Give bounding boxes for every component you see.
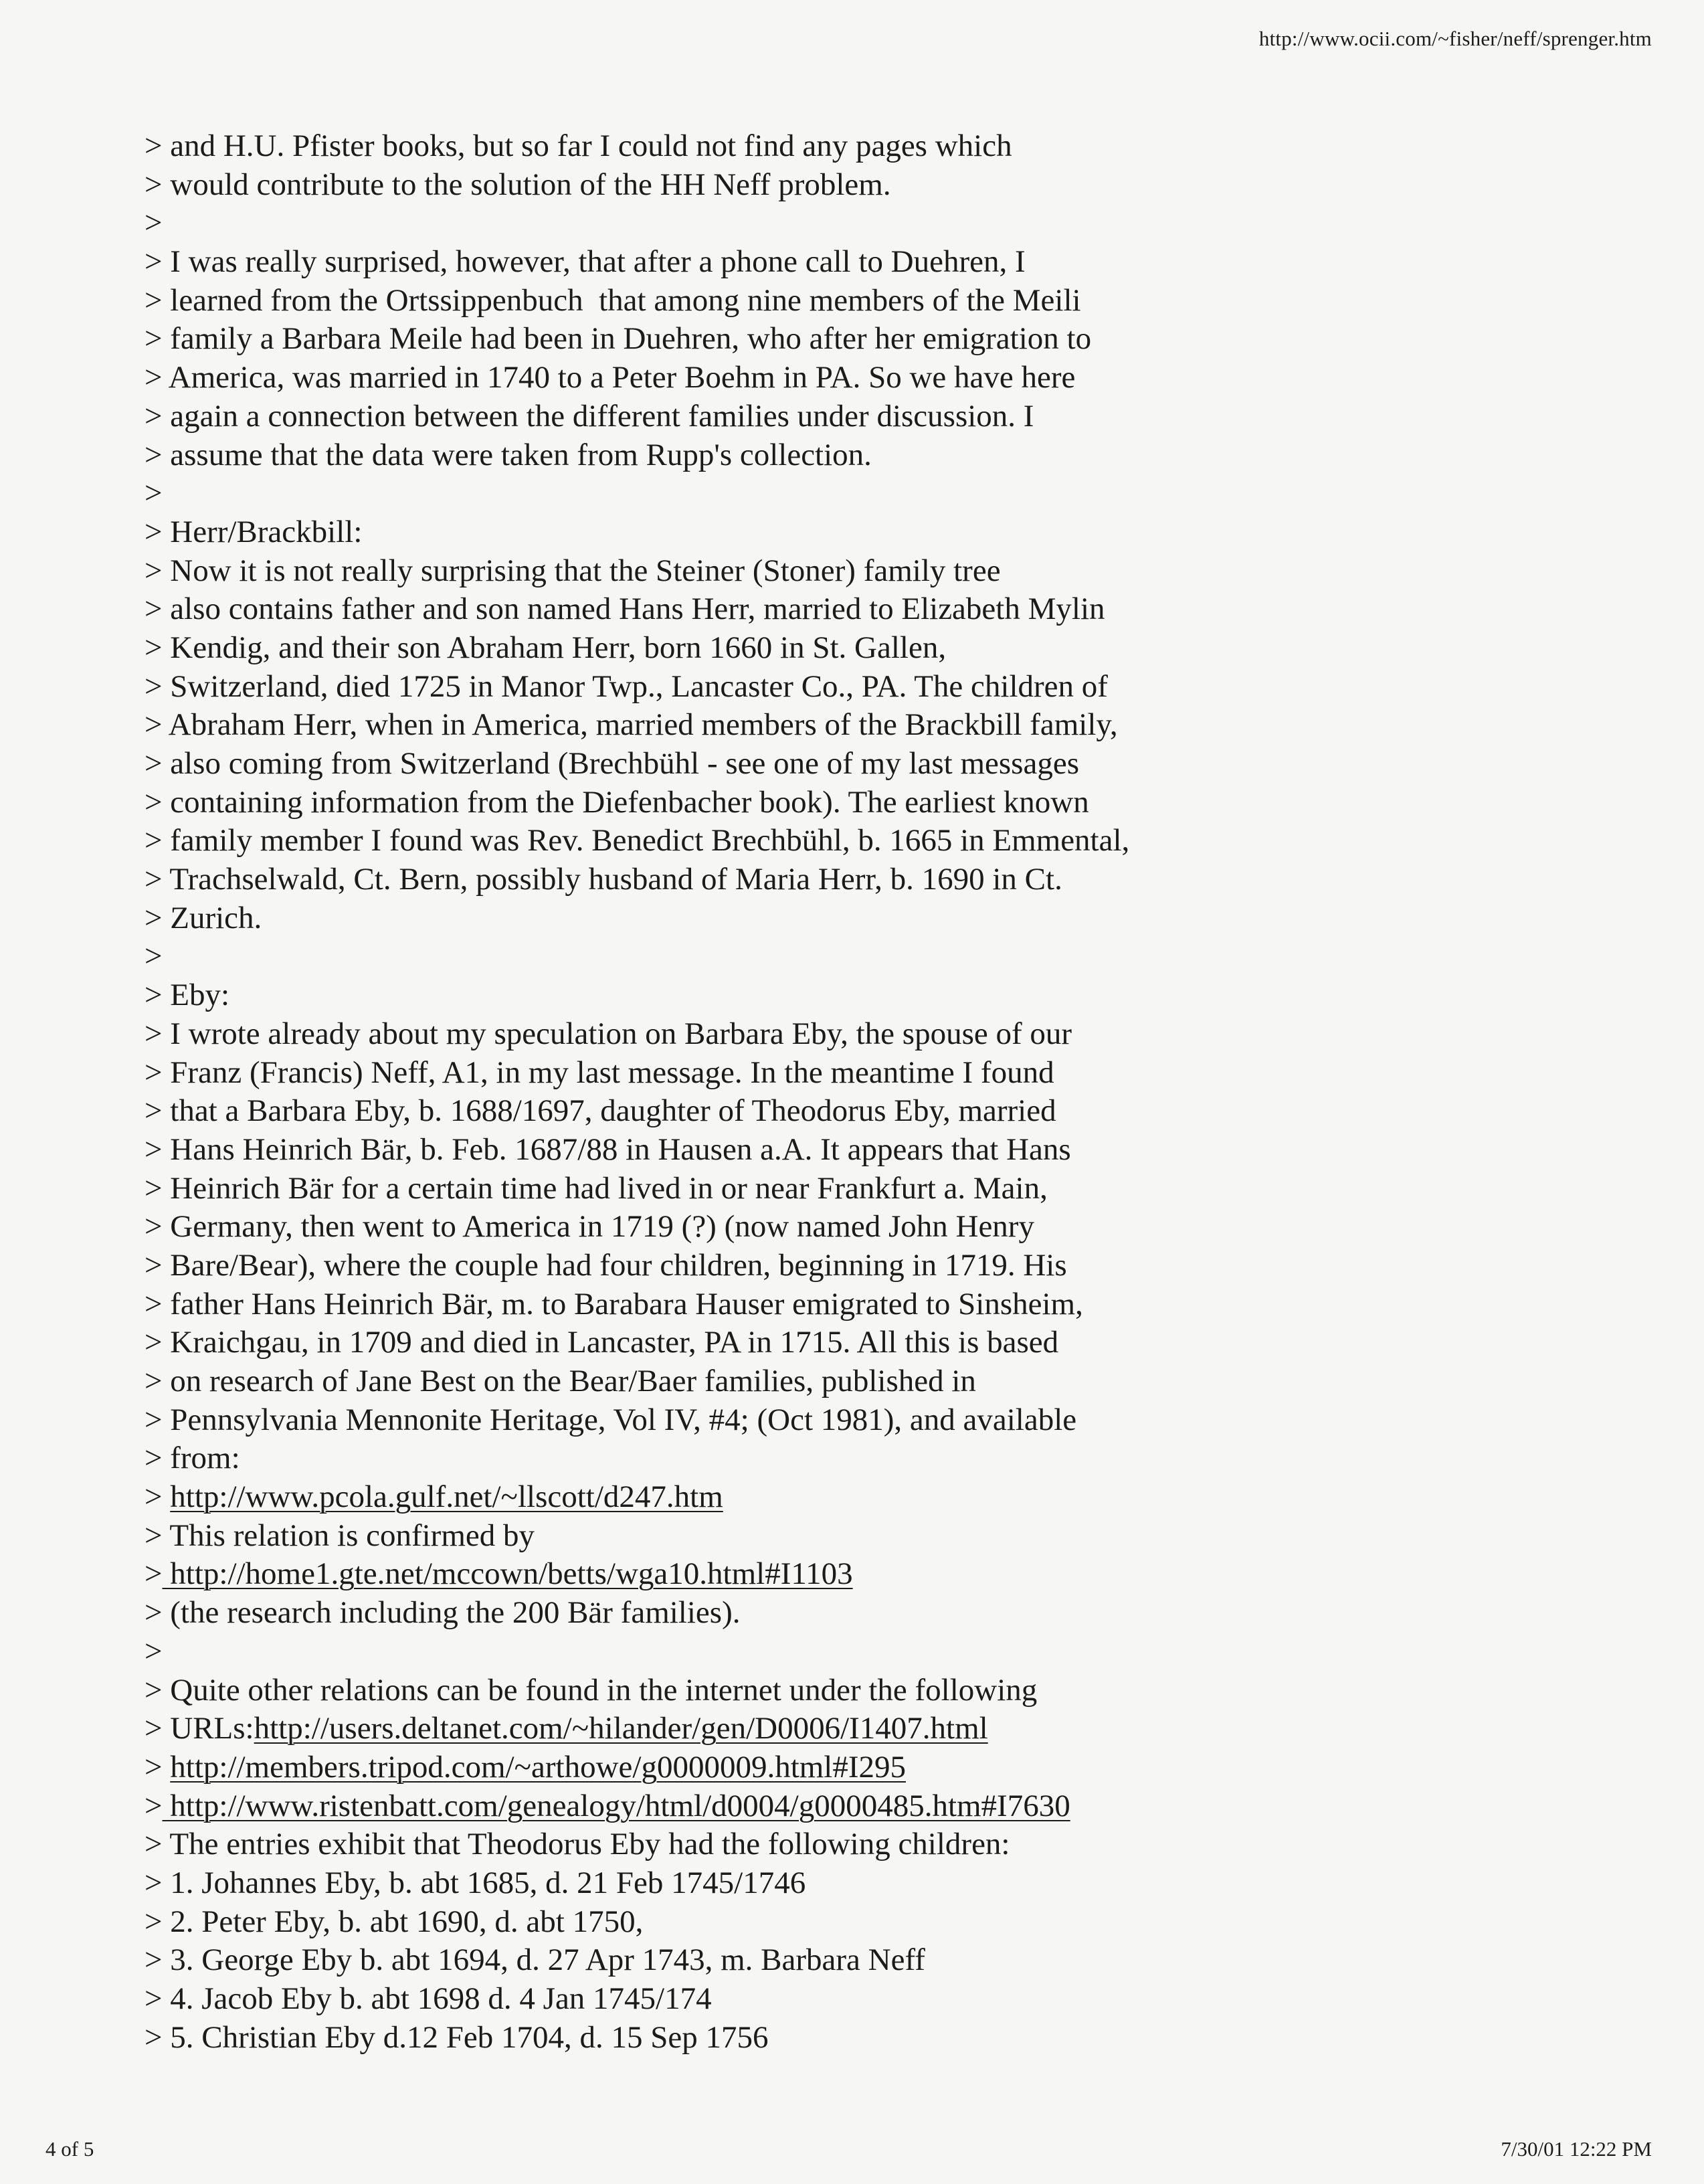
text-line: > assume that the data were taken from Rupp's collection. — [145, 437, 872, 472]
text-line: > also coming from Switzerland (Brechbühl - see one of my last messages — [145, 746, 1079, 781]
line-prefix: > — [145, 1479, 171, 1515]
text-line: > Bare/Bear), where the couple had four children, beginning in 1719. His — [145, 1247, 1067, 1283]
print-datetime: 7/30/01 12:22 PM — [1501, 2137, 1652, 2161]
text-line: > — [145, 939, 163, 974]
child-list-item: > 4. Jacob Eby b. abt 1698 d. 4 Jan 1745/174 — [145, 1981, 712, 2016]
page-number: 4 of 5 — [45, 2137, 94, 2161]
text-line: > also contains father and son named Hans Herr, married to Elizabeth Mylin — [145, 592, 1105, 627]
section-heading-eby: > Eby: — [145, 978, 230, 1013]
link-line — [145, 1478, 1416, 1517]
text-line: > Kraichgau, in 1709 and died in Lancaster, PA in 1715. All this is based — [145, 1325, 1059, 1360]
link-line — [145, 1748, 1416, 1787]
text-line: > Abraham Herr, when in America, married members of the Brackbill family, — [145, 707, 1118, 743]
line-prefix: > URLs: — [145, 1711, 254, 1746]
text-line: > Germany, then went to America in 1719 (?) (now named John Henry — [145, 1209, 1034, 1245]
text-line: > Switzerland, died 1725 in Manor Twp., Lancaster Co., PA. The children of — [145, 668, 1108, 704]
text-line: > Now it is not really surprising that the Steiner (Stoner) family tree — [145, 553, 1001, 588]
line-prefix: > This relation is confirmed by — [145, 1518, 535, 1553]
text-line: > from: — [145, 1441, 240, 1476]
line-prefix: > — [145, 1556, 163, 1592]
text-line: > America, was married in 1740 to a Peter Boehm in PA. So we have here — [145, 360, 1076, 395]
text-line: > The entries exhibit that Theodorus Eby had the following children: — [145, 1827, 1010, 1862]
text-line: > father Hans Heinrich Bär, m. to Barabara Hauser emigrated to Sinsheim, — [145, 1286, 1083, 1322]
child-list-item: > 5. Christian Eby d.12 Feb 1704, d. 15 Sep 1756 — [145, 2019, 769, 2055]
gte-link[interactable]: http://home1.gte.net/mccown/betts/wga10.html#I1103 — [162, 1556, 853, 1592]
text-line — [145, 1594, 1416, 1633]
line-prefix: > Quite other relations can be found in the internet under the following — [145, 1672, 1038, 1708]
line-prefix: > — [145, 1788, 163, 1823]
text-line: > learned from the Ortssippenbuch that among nine members of the Meili — [145, 282, 1081, 318]
page-url-header: http://www.ocii.com/~fisher/neff/sprenger.htm — [1258, 27, 1652, 50]
line-prefix: > — [145, 1633, 163, 1669]
text-line: > again a connection between the different families under discussion. I — [145, 398, 1034, 434]
text-line: > family member I found was Rev. Benedict Brechbühl, b. 1665 in Emmental, — [145, 823, 1130, 858]
link-line — [145, 1787, 1416, 1826]
ristenbatt-link[interactable]: http://www.ristenbatt.com/genealogy/html/d0004/g0000485.htm#I7630 — [162, 1788, 1070, 1823]
child-list-item: > 1. Johannes Eby, b. abt 1685, d. 21 Feb 1745/1746 — [145, 1865, 806, 1900]
line-prefix: > (the research including the 200 Bär families). — [145, 1595, 741, 1631]
pcola-link[interactable]: http://www.pcola.gulf.net/~llscott/d247.htm — [170, 1479, 723, 1515]
text-line: > Zurich. — [145, 900, 262, 935]
deltanet-link[interactable]: http://users.deltanet.com/~hilander/gen/D0006/I1407.html — [254, 1711, 988, 1746]
section-heading-herr-brackbill: > Herr/Brackbill: — [145, 514, 363, 549]
text-line: > on research of Jane Best on the Bear/Baer families, published in — [145, 1364, 976, 1398]
text-line — [145, 1633, 1416, 1671]
link-line — [145, 1555, 1416, 1594]
text-line: > that a Barbara Eby, b. 1688/1697, daughter of Theodorus Eby, married — [145, 1093, 1056, 1129]
text-line: > — [145, 476, 163, 511]
line-prefix: > — [145, 1749, 171, 1785]
text-line: > — [145, 205, 163, 241]
text-line — [145, 1517, 1416, 1556]
text-line: > Heinrich Bär for a certain time had lived in or near Frankfurt a. Main, — [145, 1170, 1048, 1206]
tripod-link[interactable]: http://members.tripod.com/~arthowe/g0000009.html#I295 — [170, 1749, 907, 1785]
text-line: > and H.U. Pfister books, but so far I could not find any pages which — [145, 128, 1012, 163]
text-line: > Hans Heinrich Bär, b. Feb. 1687/88 in Hausen a.A. It appears that Hans — [145, 1131, 1071, 1167]
text-line: > Franz (Francis) Neff, A1, in my last message. In the meantime I found — [145, 1055, 1054, 1090]
text-line: > family a Barbara Meile had been in Duehren, who after her emigration to — [145, 321, 1092, 357]
text-line: > would contribute to the solution of the HH Neff problem. — [145, 167, 891, 202]
link-line — [145, 1710, 1416, 1748]
text-line: > I was really surprised, however, that after a phone call to Duehren, I — [145, 244, 1026, 280]
child-list-item: > 3. George Eby b. abt 1694, d. 27 Apr 1743, m. Barbara Neff — [145, 1942, 925, 1978]
child-list-item: > 2. Peter Eby, b. abt 1690, d. abt 1750, — [145, 1904, 644, 1939]
text-line: > containing information from the Diefenbacher book). The earliest known — [145, 784, 1089, 820]
text-line: > Pennsylvania Mennonite Heritage, Vol IV, #4; (Oct 1981), and available — [145, 1402, 1077, 1437]
text-line: > I wrote already about my speculation on Barbara Eby, the spouse of our — [145, 1016, 1072, 1051]
text-line — [145, 1671, 1416, 1710]
email-quoted-body — [145, 127, 1416, 2057]
text-line: > Trachselwald, Ct. Bern, possibly husband of Maria Herr, b. 1690 in Ct. — [145, 862, 1062, 897]
text-line: > Kendig, and their son Abraham Herr, born 1660 in St. Gallen, — [145, 630, 947, 665]
